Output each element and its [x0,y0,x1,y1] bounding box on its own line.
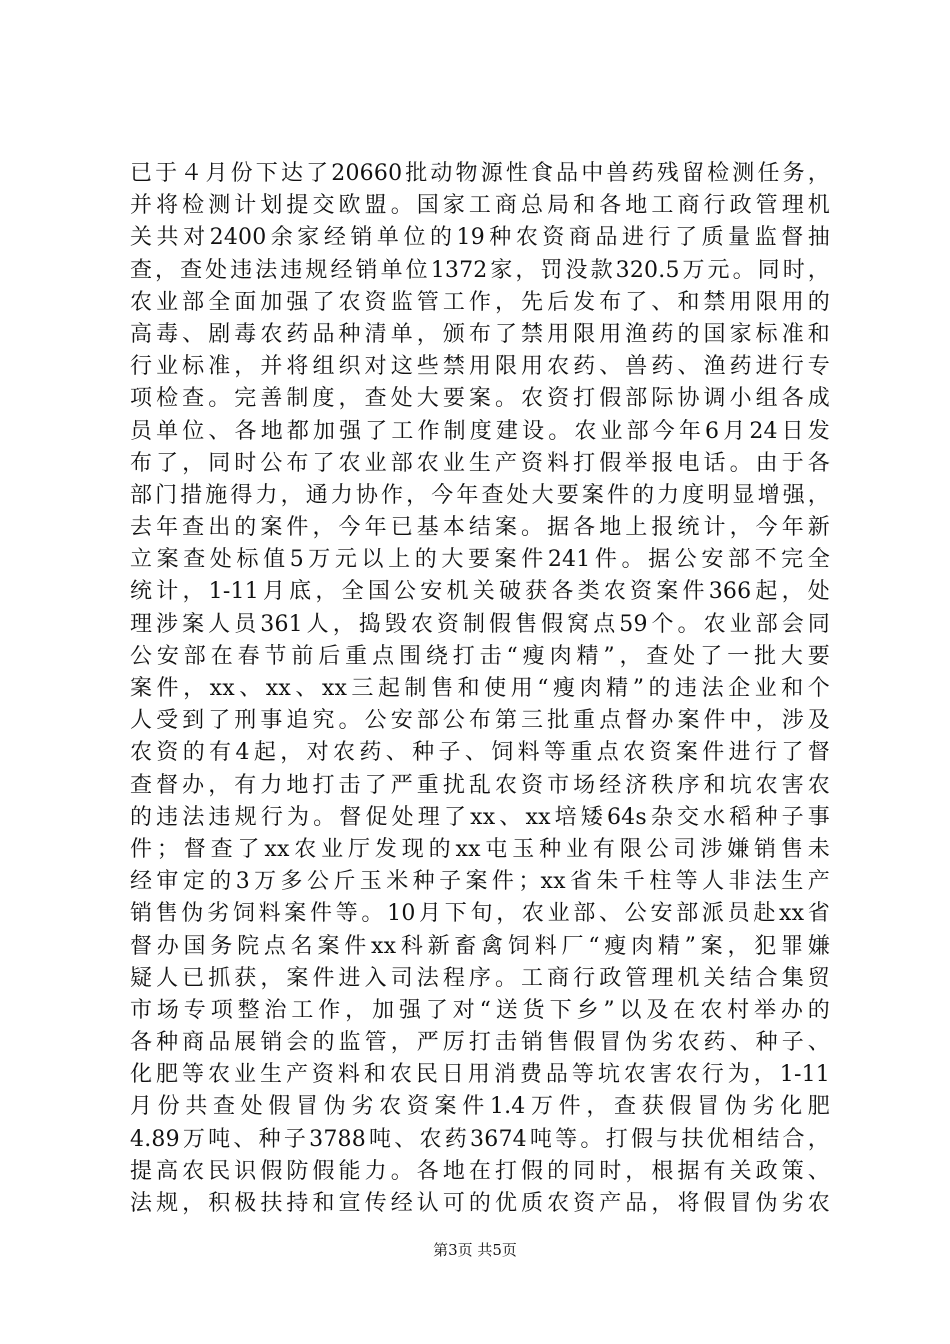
body-text-line: 项检查。完善制度，查处大要案。农资打假部际协调小组各成 [130,386,830,412]
document-body [130,158,830,1220]
body-text-line: 各种商品展销会的监管，严厉打击销售假冒伪劣农药、种子、 [130,1030,830,1056]
body-text-line: 疑人已抓获，案件进入司法程序。工商行政管理机关结合集贸 [130,965,830,991]
body-text-line: 员单位、各地都加强了工作制度建设。农业部今年6月24日发 [130,418,830,444]
body-text-line: 化肥等农业生产资料和农民日用消费品等坑农害农行为，1-11 [130,1062,830,1088]
body-text-line: 市场专项整治工作，加强了对“送货下乡”以及在农村举办的 [130,997,830,1023]
body-text-line: 已于４月份下达了20660批动物源性食品中兽药残留检测任务， [130,161,830,186]
body-text-line: 4.89万吨、种子3788吨、农药3674吨等。打假与扶优相结合， [130,1126,830,1152]
body-text-line: 销售伪劣饲料案件等。10月下旬，农业部、公安部派员赴xx省 [130,901,830,927]
body-text-line: 并将检测计划提交欧盟。国家工商总局和各地工商行政管理机 [130,193,830,219]
body-text-line: 的违法违规行为。督促处理了xx、xx培矮64s杂交水稻种子事 [130,804,830,830]
body-text-line: 法规，积极扶持和宣传经认可的优质农资产品，将假冒伪劣农 [130,1191,830,1216]
body-text-line: 布了，同时公布了农业部农业生产资料打假举报电话。由于各 [130,450,830,476]
body-text-line: 经审定的3万多公斤玉米种子案件；xx省朱千柱等人非法生产 [130,869,830,895]
body-text-line: 高毒、剧毒农药品种清单，颁布了禁用限用渔药的国家标准和 [130,321,830,347]
body-text-line: 提高农民识假防假能力。各地在打假的同时，根据有关政策、 [130,1158,830,1184]
body-text-line: 查，查处违法违规经销单位1372家，罚没款320.5万元。同时， [130,257,830,283]
body-text-line: 关共对2400余家经销单位的19种农资商品进行了质量监督抽 [130,225,830,251]
body-text-line: 案件，xx、xx、xx三起制售和使用“瘦肉精”的违法企业和个 [130,676,830,701]
body-text-line: 公安部在春节前后重点围绕打击“瘦肉精”，查处了一批大要 [130,643,830,669]
body-text-line: 农业部全面加强了农资监管工作，先后发布了、和禁用限用的 [130,289,830,315]
body-text-line: 理涉案人员361人，捣毁农资制假售假窝点59个。农业部会同 [130,611,830,637]
body-text-line: 月份共查处假冒伪劣农资案件1.4万件，查获假冒伪劣化肥 [130,1094,830,1120]
body-text-line: 督办国务院点名案件xx科新畜禽饲料厂“瘦肉精”案，犯罪嫌 [130,933,830,959]
body-text-line: 人受到了刑事追究。公安部公布第三批重点督办案件中，涉及 [130,708,830,734]
body-text-line: 立案查处标值5万元以上的大要案件241件。据公安部不完全 [130,547,830,573]
body-text-line: 查督办，有力地打击了严重扰乱农资市场经济秩序和坑农害农 [130,772,830,798]
body-text-line: 统计，1-11月底，全国公安机关破获各类农资案件366起，处 [130,579,830,605]
body-text-line: 去年查出的案件，今年已基本结案。据各地上报统计，今年新 [130,515,830,541]
body-text-line: 件；督查了xx农业厅发现的xx屯玉种业有限公司涉嫌销售未 [130,836,830,862]
body-text-line: 部门措施得力，通力协作，今年查处大要案件的力度明显增强， [130,482,830,508]
body-text-line: 行业标准，并将组织对这些禁用限用农药、兽药、渔药进行专 [130,354,830,380]
body-text-line: 农资的有4起，对农药、种子、饲料等重点农资案件进行了督 [130,740,830,766]
page-number-footer: 第3页 共5页 [433,1241,517,1259]
